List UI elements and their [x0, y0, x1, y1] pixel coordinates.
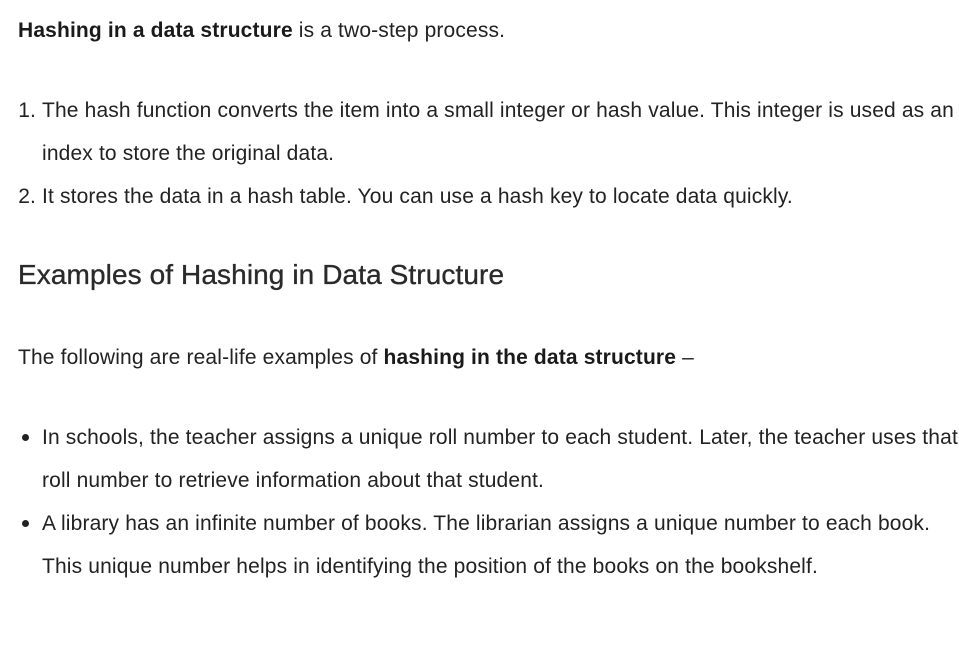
intro-rest: is a two-step process. [292, 19, 506, 42]
intro-paragraph [18, 9, 505, 52]
lead-bold-term: hashing in the data structure [383, 346, 677, 369]
examples-list [18, 416, 959, 588]
example-text-1: In schools, the teacher assigns a unique roll number to each student. Later, the teacher uses that roll number to retrieve information about that student. [42, 426, 958, 492]
step-item-1: 1. The hash function converts the item into a small integer or hash value. This integer is used as an index to store the original data. [42, 89, 959, 175]
example-item-1 [42, 416, 959, 502]
section-heading: Examples of Hashing in Data Structure [18, 259, 505, 290]
intro-bold-term: Hashing in a data structure [18, 19, 293, 42]
step-item-2: 2. It stores the data in a hash table. You can use a hash key to locate data quickly. [42, 175, 959, 218]
bullet-dot-icon [22, 434, 29, 441]
lead-start: The following are real-life examples of [18, 346, 384, 369]
example-text-2: A library has an infinite number of books. The librarian assigns a unique number to each book. This unique number helps in identifying the position of the books on the bookshelf. [42, 512, 931, 578]
example-item-2 [42, 502, 959, 588]
lead-paragraph [18, 336, 694, 379]
bullet-dot-icon [22, 520, 29, 527]
lead-end: – [676, 346, 694, 369]
steps-list [18, 89, 959, 218]
